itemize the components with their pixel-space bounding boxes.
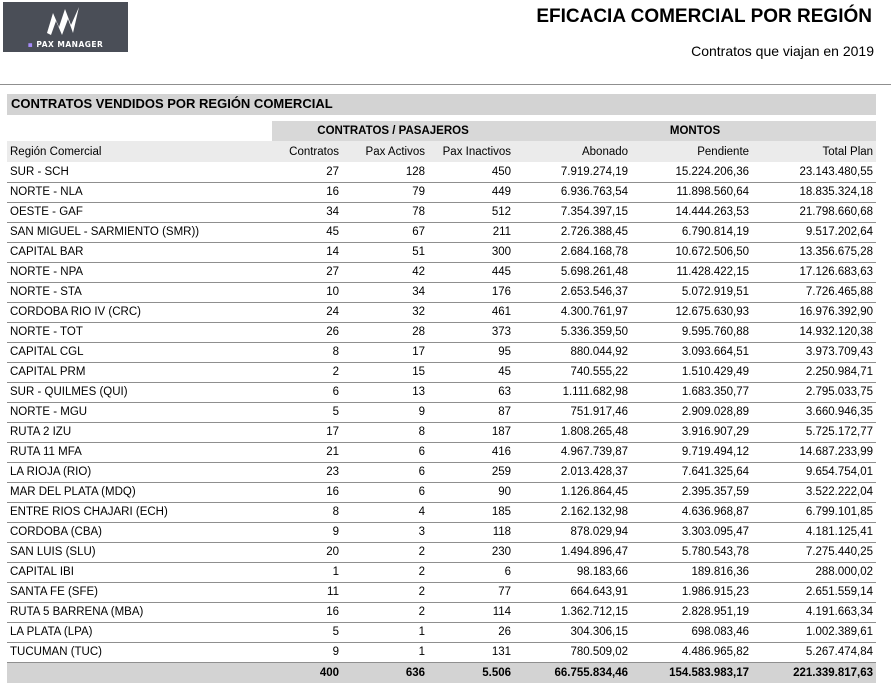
table-row	[7, 362, 876, 382]
cell-pax-inactive: 211	[428, 222, 514, 242]
cell-pax-inactive: 45	[428, 362, 514, 382]
report-title: EFICACIA COMERCIAL POR REGIÓN	[536, 6, 872, 27]
cell-region: TUCUMAN (TUC)	[7, 642, 272, 662]
cell-paid: 2.653.546,37	[514, 282, 631, 302]
table-row	[7, 542, 876, 562]
section-title: CONTRATOS VENDIDOS POR REGIÓN COMERCIAL	[11, 96, 333, 111]
column-header-region: Región Comercial	[7, 141, 272, 162]
cell-paid: 98.183,66	[514, 562, 631, 582]
cell-pending: 7.641.325,64	[631, 462, 752, 482]
cell-region: MAR DEL PLATA (MDQ)	[7, 482, 272, 502]
cell-contracts: 8	[272, 502, 342, 522]
cell-pax-inactive: 230	[428, 542, 514, 562]
cell-region: SAN MIGUEL - SARMIENTO (SMR))	[7, 222, 272, 242]
cell-total-plan: 9.517.202,64	[752, 222, 876, 242]
cell-region: NORTE - STA	[7, 282, 272, 302]
table-row	[7, 622, 876, 642]
cell-pax-active: 42	[342, 262, 428, 282]
cell-pending: 3.093.664,51	[631, 342, 752, 362]
cell-total-plan: 13.356.675,28	[752, 242, 876, 262]
cell-pax-inactive: 87	[428, 402, 514, 422]
total-pending: 154.583.983,17	[631, 662, 752, 683]
cell-contracts: 11	[272, 582, 342, 602]
cell-paid: 5.698.261,48	[514, 262, 631, 282]
table-row	[7, 562, 876, 582]
header-divider	[0, 84, 891, 85]
cell-contracts: 6	[272, 382, 342, 402]
cell-paid: 5.336.359,50	[514, 322, 631, 342]
cell-pending: 189.816,36	[631, 562, 752, 582]
cell-pending: 1.683.350,77	[631, 382, 752, 402]
cell-pax-inactive: 63	[428, 382, 514, 402]
column-header-pending: Pendiente	[631, 141, 752, 162]
cell-paid: 1.362.712,15	[514, 602, 631, 622]
cell-pending: 5.072.919,51	[631, 282, 752, 302]
cell-pax-inactive: 77	[428, 582, 514, 602]
cell-region: SANTA FE (SFE)	[7, 582, 272, 602]
cell-region: NORTE - MGU	[7, 402, 272, 422]
cell-pending: 12.675.630,93	[631, 302, 752, 322]
cell-contracts: 16	[272, 602, 342, 622]
cell-pax-active: 13	[342, 382, 428, 402]
table-row	[7, 342, 876, 362]
cell-pax-active: 2	[342, 582, 428, 602]
table-body	[7, 162, 876, 662]
cell-pax-active: 6	[342, 462, 428, 482]
cell-pax-inactive: 185	[428, 502, 514, 522]
cell-total-plan: 23.143.480,55	[752, 162, 876, 182]
cell-pending: 6.790.814,19	[631, 222, 752, 242]
cell-pax-inactive: 416	[428, 442, 514, 462]
total-total-plan: 221.339.817,63	[752, 662, 876, 683]
cell-pax-inactive: 445	[428, 262, 514, 282]
cell-contracts: 23	[272, 462, 342, 482]
cell-pending: 9.719.494,12	[631, 442, 752, 462]
cell-pending: 11.428.422,15	[631, 262, 752, 282]
column-header-paid: Abonado	[514, 141, 631, 162]
cell-contracts: 20	[272, 542, 342, 562]
cell-paid: 664.643,91	[514, 582, 631, 602]
cell-contracts: 24	[272, 302, 342, 322]
table-row	[7, 522, 876, 542]
cell-pax-active: 2	[342, 562, 428, 582]
cell-pax-inactive: 176	[428, 282, 514, 302]
cell-total-plan: 7.275.440,25	[752, 542, 876, 562]
cell-total-plan: 17.126.683,63	[752, 262, 876, 282]
cell-contracts: 5	[272, 622, 342, 642]
table-row	[7, 222, 876, 242]
cell-contracts: 34	[272, 202, 342, 222]
cell-contracts: 27	[272, 262, 342, 282]
cell-pending: 11.898.560,64	[631, 182, 752, 202]
cell-region: CORDOBA RIO IV (CRC)	[7, 302, 272, 322]
cell-total-plan: 4.191.663,34	[752, 602, 876, 622]
cell-pax-active: 2	[342, 602, 428, 622]
table-row	[7, 642, 876, 662]
cell-paid: 1.808.265,48	[514, 422, 631, 442]
cell-pax-active: 28	[342, 322, 428, 342]
total-pax-inactive: 5.506	[428, 662, 514, 683]
column-header-pax-inactive: Pax Inactivos	[428, 141, 514, 162]
cell-pax-inactive: 461	[428, 302, 514, 322]
cell-pax-inactive: 26	[428, 622, 514, 642]
cell-pax-inactive: 131	[428, 642, 514, 662]
cell-pax-inactive: 118	[428, 522, 514, 542]
table-row	[7, 322, 876, 342]
cell-pending: 3.303.095,47	[631, 522, 752, 542]
cell-region: OESTE - GAF	[7, 202, 272, 222]
cell-region: RUTA 5 BARRENA (MBA)	[7, 602, 272, 622]
cell-paid: 751.917,46	[514, 402, 631, 422]
cell-paid: 780.509,02	[514, 642, 631, 662]
table-row	[7, 582, 876, 602]
group-header-row	[7, 121, 876, 141]
cell-pax-active: 78	[342, 202, 428, 222]
table-row	[7, 302, 876, 322]
cell-pending: 1.510.429,49	[631, 362, 752, 382]
cell-paid: 2.726.388,45	[514, 222, 631, 242]
cell-contracts: 27	[272, 162, 342, 182]
table-row	[7, 482, 876, 502]
cell-pax-inactive: 300	[428, 242, 514, 262]
cell-pax-inactive: 450	[428, 162, 514, 182]
cell-contracts: 26	[272, 322, 342, 342]
cell-paid: 304.306,15	[514, 622, 631, 642]
cell-paid: 880.044,92	[514, 342, 631, 362]
cell-paid: 4.300.761,97	[514, 302, 631, 322]
cell-paid: 1.494.896,47	[514, 542, 631, 562]
totals-row	[7, 662, 876, 683]
cell-paid: 2.162.132,98	[514, 502, 631, 522]
cell-pax-active: 79	[342, 182, 428, 202]
table-row	[7, 282, 876, 302]
cell-region: CAPITAL BAR	[7, 242, 272, 262]
cell-paid: 1.111.682,98	[514, 382, 631, 402]
column-header-row	[7, 141, 876, 162]
cell-total-plan: 4.181.125,41	[752, 522, 876, 542]
cell-pax-inactive: 6	[428, 562, 514, 582]
cell-region: LA RIOJA (RIO)	[7, 462, 272, 482]
table-row	[7, 502, 876, 522]
cell-contracts: 17	[272, 422, 342, 442]
cell-pax-inactive: 90	[428, 482, 514, 502]
cell-region: SUR - QUILMES (QUI)	[7, 382, 272, 402]
table-row	[7, 202, 876, 222]
cell-paid: 2.013.428,37	[514, 462, 631, 482]
cell-contracts: 16	[272, 182, 342, 202]
cell-paid: 6.936.763,54	[514, 182, 631, 202]
table-row	[7, 422, 876, 442]
cell-total-plan: 2.651.559,14	[752, 582, 876, 602]
cell-contracts: 9	[272, 522, 342, 542]
cell-contracts: 16	[272, 482, 342, 502]
cell-pax-inactive: 259	[428, 462, 514, 482]
cell-region: NORTE - NLA	[7, 182, 272, 202]
cell-pax-active: 3	[342, 522, 428, 542]
cell-region: NORTE - NPA	[7, 262, 272, 282]
cell-total-plan: 3.522.222,04	[752, 482, 876, 502]
cell-pax-inactive: 95	[428, 342, 514, 362]
cell-total-plan: 3.973.709,43	[752, 342, 876, 362]
cell-pax-active: 1	[342, 622, 428, 642]
cell-pax-active: 6	[342, 482, 428, 502]
cell-pax-active: 34	[342, 282, 428, 302]
cell-pax-inactive: 114	[428, 602, 514, 622]
cell-pending: 4.636.968,87	[631, 502, 752, 522]
cell-pending: 1.986.915,23	[631, 582, 752, 602]
cell-total-plan: 288.000,02	[752, 562, 876, 582]
cell-total-plan: 18.835.324,18	[752, 182, 876, 202]
cell-pending: 2.909.028,89	[631, 402, 752, 422]
logo-label: PAX MANAGER	[36, 40, 104, 49]
cell-paid: 1.126.864,45	[514, 482, 631, 502]
table-row	[7, 182, 876, 202]
cell-pending: 2.828.951,19	[631, 602, 752, 622]
cell-total-plan: 3.660.946,35	[752, 402, 876, 422]
column-header-total-plan: Total Plan	[752, 141, 876, 162]
cell-contracts: 45	[272, 222, 342, 242]
table-row	[7, 402, 876, 422]
cell-pax-active: 15	[342, 362, 428, 382]
cell-pax-inactive: 512	[428, 202, 514, 222]
sales-by-region-table	[7, 121, 876, 683]
cell-paid: 2.684.168,78	[514, 242, 631, 262]
cell-total-plan: 2.795.033,75	[752, 382, 876, 402]
column-header-pax-active: Pax Activos	[342, 141, 428, 162]
cell-total-plan: 2.250.984,71	[752, 362, 876, 382]
cell-region: SAN LUIS (SLU)	[7, 542, 272, 562]
cell-region: CAPITAL CGL	[7, 342, 272, 362]
cell-pending: 698.083,46	[631, 622, 752, 642]
cell-region: LA PLATA (LPA)	[7, 622, 272, 642]
cell-region: CAPITAL PRM	[7, 362, 272, 382]
cell-region: CAPITAL IBI	[7, 562, 272, 582]
cell-pax-inactive: 373	[428, 322, 514, 342]
cell-pax-active: 1	[342, 642, 428, 662]
cell-pending: 3.916.907,29	[631, 422, 752, 442]
cell-contracts: 2	[272, 362, 342, 382]
cell-paid: 7.919.274,19	[514, 162, 631, 182]
cell-region: NORTE - TOT	[7, 322, 272, 342]
table-row	[7, 162, 876, 182]
cell-pax-active: 2	[342, 542, 428, 562]
column-header-contracts: Contratos	[272, 141, 342, 162]
cell-contracts: 14	[272, 242, 342, 262]
cell-contracts: 1	[272, 562, 342, 582]
table-row	[7, 382, 876, 402]
table-row	[7, 442, 876, 462]
cell-pending: 4.486.965,82	[631, 642, 752, 662]
cell-region: ENTRE RIOS CHAJARI (ECH)	[7, 502, 272, 522]
cell-pax-active: 9	[342, 402, 428, 422]
table-row	[7, 462, 876, 482]
logo-accent-mark: ▪	[27, 40, 34, 49]
cell-contracts: 21	[272, 442, 342, 462]
cell-paid: 7.354.397,15	[514, 202, 631, 222]
cell-pax-inactive: 187	[428, 422, 514, 442]
cell-total-plan: 1.002.389,61	[752, 622, 876, 642]
cell-total-plan: 21.798.660,68	[752, 202, 876, 222]
cell-pax-inactive: 449	[428, 182, 514, 202]
cell-region: CORDOBA (CBA)	[7, 522, 272, 542]
total-region	[7, 662, 272, 683]
pax-manager-logo-icon	[43, 5, 83, 37]
cell-total-plan: 16.976.392,90	[752, 302, 876, 322]
cell-total-plan: 5.267.474,84	[752, 642, 876, 662]
group-header-amounts: MONTOS	[514, 121, 876, 141]
total-paid: 66.755.834,46	[514, 662, 631, 683]
cell-total-plan: 7.726.465,88	[752, 282, 876, 302]
group-header-blank	[7, 121, 272, 141]
cell-pending: 2.395.357,59	[631, 482, 752, 502]
cell-region: RUTA 2 IZU	[7, 422, 272, 442]
logo-text	[3, 40, 128, 49]
group-header-contracts: CONTRATOS / PASAJEROS	[272, 121, 514, 141]
cell-total-plan: 14.687.233,99	[752, 442, 876, 462]
cell-contracts: 10	[272, 282, 342, 302]
cell-paid: 878.029,94	[514, 522, 631, 542]
cell-pax-active: 8	[342, 422, 428, 442]
cell-pending: 9.595.760,88	[631, 322, 752, 342]
cell-total-plan: 5.725.172,77	[752, 422, 876, 442]
table-row	[7, 242, 876, 262]
table-row	[7, 262, 876, 282]
report-subtitle: Contratos que viajan en 2019	[691, 43, 874, 59]
cell-contracts: 8	[272, 342, 342, 362]
cell-pax-active: 32	[342, 302, 428, 322]
pax-manager-logo	[3, 2, 128, 52]
cell-region: SUR - SCH	[7, 162, 272, 182]
cell-pax-active: 4	[342, 502, 428, 522]
cell-pax-active: 6	[342, 442, 428, 462]
table-row	[7, 602, 876, 622]
cell-region: RUTA 11 MFA	[7, 442, 272, 462]
section-header	[7, 94, 876, 115]
total-contracts: 400	[272, 662, 342, 683]
total-pax-active: 636	[342, 662, 428, 683]
cell-pending: 14.444.263,53	[631, 202, 752, 222]
cell-paid: 4.967.739,87	[514, 442, 631, 462]
cell-total-plan: 9.654.754,01	[752, 462, 876, 482]
cell-contracts: 5	[272, 402, 342, 422]
cell-pax-active: 67	[342, 222, 428, 242]
cell-contracts: 9	[272, 642, 342, 662]
cell-pax-active: 17	[342, 342, 428, 362]
cell-pax-active: 51	[342, 242, 428, 262]
cell-pending: 10.672.506,50	[631, 242, 752, 262]
cell-paid: 740.555,22	[514, 362, 631, 382]
cell-total-plan: 6.799.101,85	[752, 502, 876, 522]
cell-pax-active: 128	[342, 162, 428, 182]
cell-pending: 15.224.206,36	[631, 162, 752, 182]
cell-pending: 5.780.543,78	[631, 542, 752, 562]
cell-total-plan: 14.932.120,38	[752, 322, 876, 342]
